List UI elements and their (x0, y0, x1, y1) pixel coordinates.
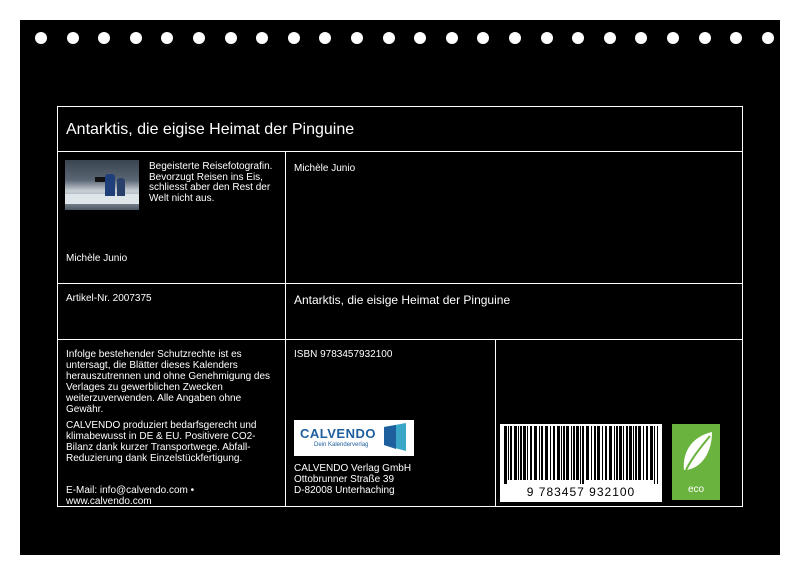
copyright-line: Infolge bestehender Schutzrechte ist es (66, 349, 242, 360)
binding-hole (225, 32, 237, 44)
isbn: ISBN 9783457932100 (294, 349, 393, 360)
divider (285, 151, 286, 507)
logo-word: CALVENDO (300, 426, 376, 441)
contact-line: www.calvendo.com (66, 496, 152, 507)
copyright-line: herauszutrennen und ohne Genehmigung des (66, 371, 271, 382)
copyright-line: weiterzuverwenden. Alle Angaben ohne (66, 393, 242, 404)
address-line: D-82008 Unterhaching (294, 485, 395, 496)
binding-hole (667, 32, 679, 44)
eco-line: klimabewusst in DE & EU. Positivere CO2- (66, 431, 256, 442)
binding-hole (383, 32, 395, 44)
copyright-line: untersagt, die Blätter dieses Kalenders (66, 360, 238, 371)
binding-hole (509, 32, 521, 44)
page-title: Antarktis, die eigise Heimat der Pinguine (66, 121, 355, 138)
barcode (500, 424, 662, 502)
copyright-line: Verlages zu gewerblichen Zwecken (66, 382, 223, 393)
divider (495, 339, 496, 507)
barcode-number: 9 783457 932100 (526, 485, 636, 499)
eco-label: eco (687, 484, 705, 495)
author-photo (65, 160, 139, 210)
binding-hole (319, 32, 331, 44)
binding-hole (256, 32, 268, 44)
author-name-right: Michèle Junio (294, 163, 356, 174)
divider (57, 339, 743, 340)
binding-hole (35, 32, 47, 44)
binding-hole (446, 32, 458, 44)
binding-hole (635, 32, 647, 44)
address-line: Ottobrunner Straße 39 (294, 474, 395, 485)
bio-line: Welt nicht aus. (149, 192, 215, 204)
binding-hole (161, 32, 173, 44)
binding-hole (699, 32, 711, 44)
binding-hole (572, 32, 584, 44)
divider (57, 283, 743, 284)
binding-holes (0, 28, 800, 48)
eco-notice (66, 420, 256, 464)
binding-hole (288, 32, 300, 44)
binding-hole (541, 32, 553, 44)
copyright-line: Gewähr. (66, 404, 104, 415)
binding-hole (414, 32, 426, 44)
copyright-notice (66, 349, 270, 415)
eco-line: CALVENDO produziert bedarfsgerecht und (66, 420, 257, 431)
calvendo-logo (294, 420, 414, 456)
bio-line: schliesst aber den Rest der (149, 182, 271, 193)
contact-info (66, 485, 194, 507)
eco-line: Bilanz dank kurzer Transportwege. Abfall- (66, 442, 251, 453)
calvendo-mark-icon (382, 423, 408, 451)
author-bio (149, 162, 272, 204)
divider (57, 151, 743, 152)
article-title: Antarktis, die eisige Heimat der Pinguine (294, 293, 511, 307)
binding-hole (98, 32, 110, 44)
bio-line: Bevorzugt Reisen ins Eis, (149, 171, 263, 183)
author-name: Michèle Junio (66, 253, 128, 264)
binding-hole (604, 32, 616, 44)
binding-hole (762, 32, 774, 44)
binding-hole (351, 32, 363, 44)
contact-line: E-Mail: info@calvendo.com • (66, 485, 195, 496)
eco-badge (672, 424, 720, 500)
address-line: CALVENDO Verlag GmbH (294, 463, 412, 474)
eco-line: Reduzierung dank Einzelstückfertigung. (66, 453, 243, 464)
publisher-address (294, 463, 411, 496)
binding-hole (67, 32, 79, 44)
leaf-icon (672, 424, 720, 484)
binding-hole (193, 32, 205, 44)
binding-hole (130, 32, 142, 44)
bio-line: Begeisterte Reisefotografin. (149, 161, 273, 172)
logo-subtitle: Dein Kalenderverlag (314, 442, 369, 448)
barcode-bars-icon (504, 426, 658, 484)
article-number: Artikel-Nr. 2007375 (66, 293, 152, 304)
binding-hole (730, 32, 742, 44)
binding-hole (477, 32, 489, 44)
